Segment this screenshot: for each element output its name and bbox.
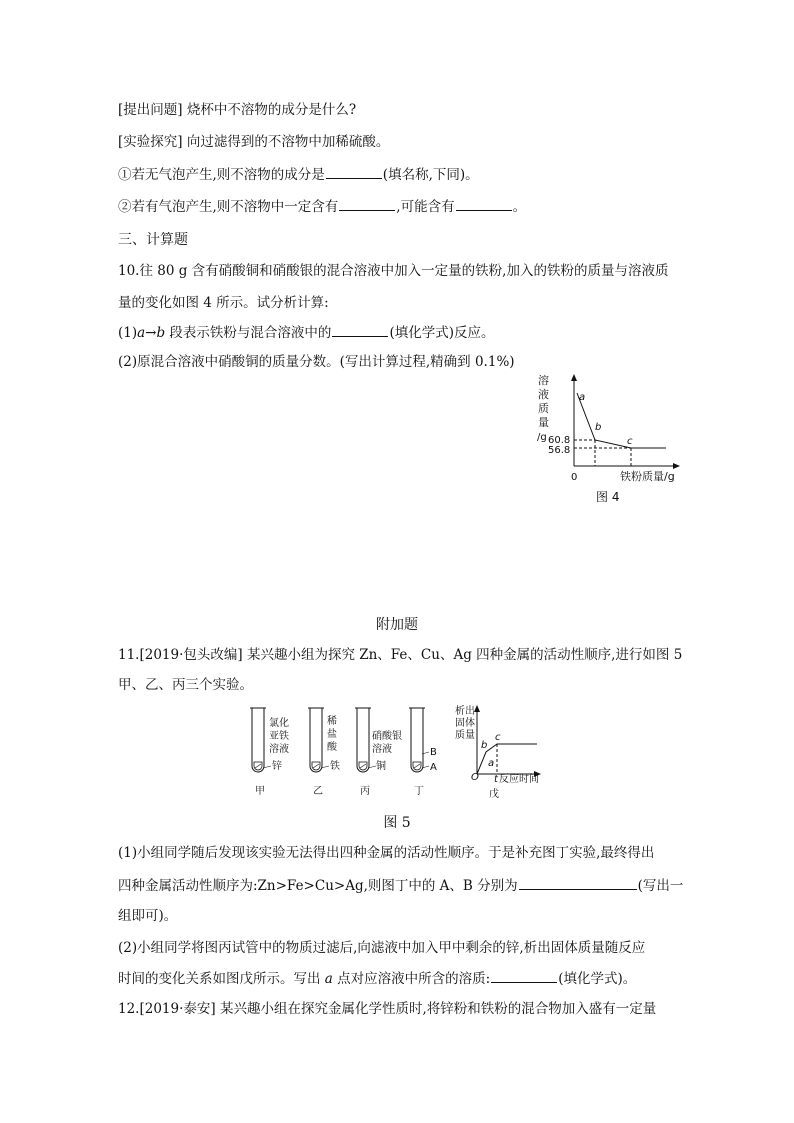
fig4-tick-608: 60.8 — [548, 435, 571, 446]
wu-point-c: c — [495, 732, 501, 743]
tube-ding-name: 丁 — [414, 786, 424, 797]
q11-p1-line1: (1)小组同学随后发现该实验无法得出四种金属的活动性顺序。于是补充图丁实验,最终得出 — [118, 845, 655, 861]
answer-blank[interactable] — [519, 875, 637, 890]
answer-blank[interactable] — [491, 968, 557, 983]
tube-jia-label-2: 溶液 — [269, 744, 289, 755]
wu-ylabel-0: 析出 — [455, 706, 475, 717]
wu-ylabel-2: 质量 — [455, 730, 475, 741]
tube-yi-metal: 铁 — [330, 761, 340, 772]
case1-suffix: (填名称,下同)。 — [382, 167, 479, 183]
q11-p1-suffix: (写出一 — [637, 878, 684, 894]
fig4-x-arrow — [673, 463, 680, 469]
fig4-point-c: c — [627, 436, 633, 447]
q11-p2-point: a — [324, 971, 333, 987]
q10-p1-num: (1) — [118, 325, 138, 341]
fig4-y-arrow — [571, 374, 577, 381]
figure-5 — [245, 702, 555, 802]
tube-bing-name: 丙 — [360, 786, 370, 797]
tube-bing-label-1: 溶液 — [372, 744, 392, 755]
fig4-point-a: a — [579, 392, 586, 403]
tube-jia — [250, 708, 289, 797]
tube-yi-label-1: 盐 — [327, 729, 337, 740]
case2-mid: ,可能含有 — [396, 199, 455, 215]
wu-name: 戊 — [489, 789, 499, 800]
wu-point-b: b — [481, 740, 488, 751]
wu-xlabel: 反应时间 — [499, 774, 539, 785]
section-title-calc: 三、计算题 — [118, 232, 188, 248]
q10-line2: 量的变化如图 4 所示。试分析计算: — [118, 295, 329, 311]
q11-line1: 11.[2019·包头改编] 某兴趣小组为探究 Zn、Fe、Cu、Ag 四种金属的活动性顺序,进行如图 5 — [118, 647, 683, 663]
fig4-ylabel-1: 液 — [538, 388, 549, 401]
q11-p2-suffix: (填化学式)。 — [558, 971, 637, 987]
tube-ding-label-b: B — [430, 747, 437, 758]
case2-text: ②若有气泡产生,则不溶物中一定含有 — [118, 199, 339, 215]
tube-ding — [409, 708, 437, 797]
tube-yi-label-0: 稀 — [327, 716, 337, 727]
fig4-point-b: b — [595, 422, 602, 433]
case1-line — [118, 164, 479, 185]
fig5-caption: 图 5 — [383, 815, 411, 831]
tube-yi-label-2: 酸 — [327, 742, 337, 753]
answer-blank[interactable] — [326, 164, 382, 179]
q11-line2: 甲、乙、丙三个实验。 — [118, 677, 253, 693]
question-line — [118, 100, 356, 120]
q10-part1 — [118, 322, 494, 343]
tube-yi-name: 乙 — [313, 786, 323, 797]
fig4-origin: 0 — [571, 472, 578, 483]
tube-ding-metal-a: A — [430, 762, 437, 773]
wu-ylabel-1: 固体 — [455, 718, 475, 729]
q11-p1-line2 — [118, 875, 683, 896]
wu-point-a: a — [488, 758, 495, 769]
fig4-ylabel-3: 量 — [538, 416, 549, 429]
question-text: 烧杯中不溶物的成分是什么? — [186, 102, 357, 118]
tube-jia-label-0: 氯化 — [269, 718, 289, 729]
tube-bing-label-0: 硝酸银 — [372, 731, 402, 742]
tube-jia-name: 甲 — [255, 786, 265, 797]
question-label: [提出问题] — [118, 102, 183, 118]
tube-bing — [355, 708, 402, 797]
fig4-ylabel-2: 质 — [538, 402, 549, 415]
q12-line1: 12.[2019·泰安] 某兴趣小组在探究金属化学性质时,将锌粉和铁粉的混合物加入盛有一定量 — [118, 1001, 657, 1017]
case2-line — [118, 196, 526, 217]
graph-wu — [455, 704, 541, 800]
explore-label: [实验探究] — [118, 134, 183, 150]
q10-line1: 10.往 80 g 含有硝酸铜和硝酸银的混合溶液中加入一定量的铁粉,加入的铁粉的质量与溶液质 — [118, 263, 669, 279]
fig4-ylabel-4: /g — [537, 432, 547, 443]
tube-jia-metal: 锌 — [272, 761, 282, 772]
q10-p1-text: 段表示铁粉与混合溶液中的 — [165, 325, 332, 341]
figure-4-graph — [528, 370, 688, 510]
q11-p2-text2: 点对应溶液中所含的溶质: — [332, 971, 491, 987]
q10-p1-seg: a→b — [137, 325, 166, 341]
q10-p1-suffix: (填化学式)反应。 — [389, 325, 495, 341]
q11-p2-line2 — [118, 968, 636, 989]
case2-end: 。 — [512, 199, 527, 215]
answer-blank[interactable] — [456, 196, 512, 211]
extra-title: 附加题 — [376, 617, 418, 633]
fig4-caption: 图 4 — [596, 490, 620, 504]
answer-blank[interactable] — [332, 322, 388, 337]
q10-part2: (2)原混合溶液中硝酸铜的质量分数。(写出计算过程,精确到 0.1%) — [118, 354, 515, 370]
tube-jia-label-1: 亚铁 — [269, 731, 289, 742]
fig4-tick-568: 56.8 — [548, 445, 571, 456]
wu-t-mark: t — [494, 774, 498, 785]
q11-p1-line3: 组即可)。 — [118, 908, 178, 924]
tube-yi — [308, 708, 340, 797]
answer-blank[interactable] — [339, 196, 395, 211]
explore-line — [118, 132, 389, 152]
fig4-xlabel: 铁粉质量/g — [620, 470, 675, 483]
fig4-ylabel-0: 溶 — [538, 374, 549, 387]
case1-text: ①若无气泡产生,则不溶物的成分是 — [118, 167, 325, 183]
q11-p2-line1: (2)小组同学将图丙试管中的物质过滤后,向滤液中加入甲中剩余的锌,析出固体质量随反应 — [118, 940, 646, 956]
q11-p1-text: 四种金属活动性顺序为:Zn>Fe>Cu>Ag,则图丁中的 A、B 分别为 — [118, 878, 518, 894]
q11-p2-text: 时间的变化关系如图戊所示。写出 — [118, 971, 325, 987]
tube-bing-metal: 铜 — [376, 761, 386, 772]
explore-text: 向过滤得到的不溶物中加稀硫酸。 — [186, 134, 390, 150]
wu-origin: O — [471, 772, 479, 783]
